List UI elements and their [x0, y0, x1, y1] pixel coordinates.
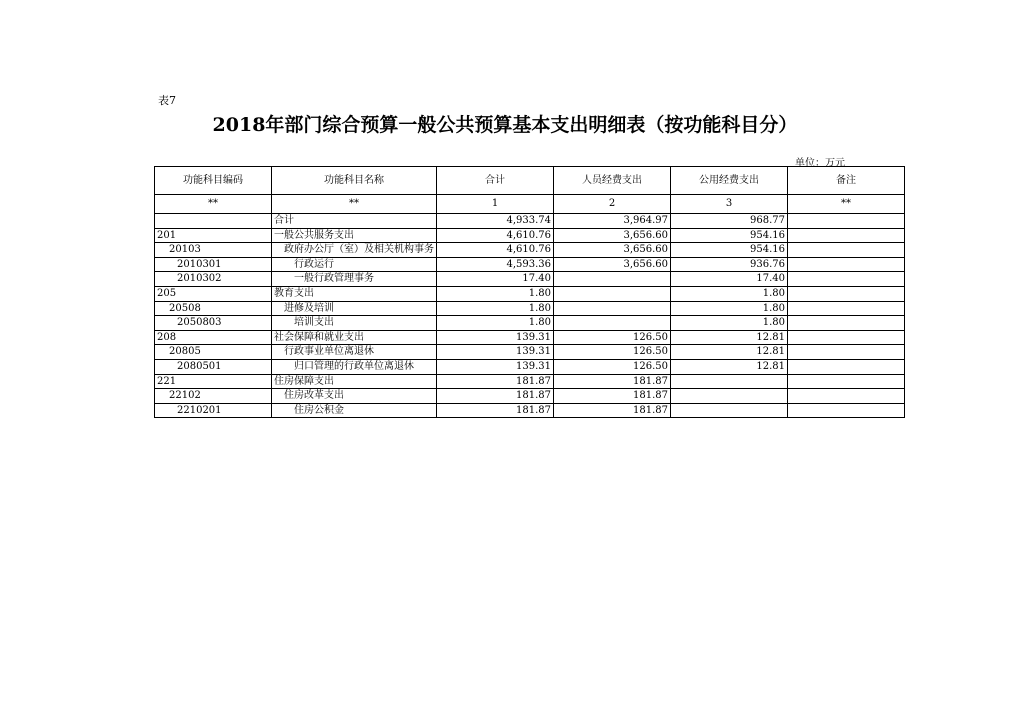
name-cell: 行政事业单位离退休	[272, 345, 437, 360]
total-cell: 181.87	[437, 374, 554, 389]
personnel-cell: 126.50	[554, 359, 671, 374]
personnel-cell	[554, 286, 671, 301]
note-cell	[788, 359, 905, 374]
index-cell: 1	[437, 195, 554, 214]
code-cell: 208	[155, 330, 272, 345]
index-cell: 2	[554, 195, 671, 214]
public-cell: 1.80	[671, 316, 788, 331]
note-cell	[788, 330, 905, 345]
code-cell: 2010301	[155, 257, 272, 272]
code-cell: 20508	[155, 301, 272, 316]
index-cell: **	[155, 195, 272, 214]
table-row	[155, 301, 905, 316]
personnel-cell: 3,656.60	[554, 257, 671, 272]
code-cell: 20805	[155, 345, 272, 360]
note-cell	[788, 316, 905, 331]
public-cell: 936.76	[671, 257, 788, 272]
budget-table	[154, 166, 905, 418]
code-cell: 201	[155, 228, 272, 243]
table-row	[155, 345, 905, 360]
total-cell: 17.40	[437, 272, 554, 287]
table-row	[155, 316, 905, 331]
public-cell: 12.81	[671, 359, 788, 374]
public-cell: 17.40	[671, 272, 788, 287]
note-cell	[788, 286, 905, 301]
header-row	[155, 167, 905, 195]
total-cell: 4,610.76	[437, 228, 554, 243]
table-row	[155, 374, 905, 389]
personnel-cell: 181.87	[554, 389, 671, 404]
total-cell: 4,593.36	[437, 257, 554, 272]
public-cell: 1.80	[671, 286, 788, 301]
note-cell	[788, 272, 905, 287]
note-cell	[788, 228, 905, 243]
total-cell: 1.80	[437, 286, 554, 301]
name-cell: 一般公共服务支出	[272, 228, 437, 243]
personnel-cell	[554, 272, 671, 287]
code-cell: 205	[155, 286, 272, 301]
public-cell	[671, 403, 788, 418]
total-cell: 181.87	[437, 403, 554, 418]
total-cell: 139.31	[437, 359, 554, 374]
note-cell	[788, 257, 905, 272]
total-cell: 181.87	[437, 389, 554, 404]
column-header-personnel: 人员经费支出	[554, 167, 671, 195]
column-header-name: 功能科目名称	[272, 167, 437, 195]
table-row	[155, 286, 905, 301]
code-cell: 22102	[155, 389, 272, 404]
index-row	[155, 195, 905, 214]
table-number-label: 表7	[158, 94, 176, 107]
code-cell: 2210201	[155, 403, 272, 418]
total-cell: 1.80	[437, 316, 554, 331]
name-cell: 教育支出	[272, 286, 437, 301]
table-body	[155, 214, 905, 418]
index-cell: 3	[671, 195, 788, 214]
index-cell: **	[788, 195, 905, 214]
public-cell: 12.81	[671, 330, 788, 345]
name-cell: 社会保障和就业支出	[272, 330, 437, 345]
column-header-public: 公用经费支出	[671, 167, 788, 195]
public-cell	[671, 374, 788, 389]
personnel-cell: 181.87	[554, 403, 671, 418]
note-cell	[788, 345, 905, 360]
code-cell: 221	[155, 374, 272, 389]
public-cell: 1.80	[671, 301, 788, 316]
code-cell: 2050803	[155, 316, 272, 331]
personnel-cell	[554, 301, 671, 316]
total-cell: 4,610.76	[437, 243, 554, 258]
code-cell: 20103	[155, 243, 272, 258]
table-row	[155, 389, 905, 404]
note-cell	[788, 403, 905, 418]
name-cell: 合计	[272, 214, 437, 229]
personnel-cell: 126.50	[554, 345, 671, 360]
note-cell	[788, 243, 905, 258]
name-cell: 进修及培训	[272, 301, 437, 316]
public-cell: 968.77	[671, 214, 788, 229]
public-cell: 954.16	[671, 228, 788, 243]
code-cell	[155, 214, 272, 229]
personnel-cell: 126.50	[554, 330, 671, 345]
table-row	[155, 228, 905, 243]
name-cell: 培训支出	[272, 316, 437, 331]
page-title: 2018年部门综合预算一般公共预算基本支出明细表（按功能科目分）	[212, 114, 798, 136]
personnel-cell: 3,656.60	[554, 243, 671, 258]
name-cell: 归口管理的行政单位离退休	[272, 359, 437, 374]
personnel-cell: 181.87	[554, 374, 671, 389]
table-row	[155, 214, 905, 229]
note-cell	[788, 301, 905, 316]
personnel-cell: 3,656.60	[554, 228, 671, 243]
table-row	[155, 359, 905, 374]
personnel-cell	[554, 316, 671, 331]
code-cell: 2010302	[155, 272, 272, 287]
table-row	[155, 272, 905, 287]
public-cell: 12.81	[671, 345, 788, 360]
total-cell: 139.31	[437, 345, 554, 360]
name-cell: 住房保障支出	[272, 374, 437, 389]
note-cell	[788, 374, 905, 389]
note-cell	[788, 389, 905, 404]
personnel-cell: 3,964.97	[554, 214, 671, 229]
name-cell: 行政运行	[272, 257, 437, 272]
name-cell: 一般行政管理事务	[272, 272, 437, 287]
total-cell: 139.31	[437, 330, 554, 345]
total-cell: 4,933.74	[437, 214, 554, 229]
table-row	[155, 403, 905, 418]
column-header-code: 功能科目编码	[155, 167, 272, 195]
total-cell: 1.80	[437, 301, 554, 316]
column-header-note: 备注	[788, 167, 905, 195]
unit-label: 单位：万元	[795, 158, 845, 169]
table-row	[155, 330, 905, 345]
code-cell: 2080501	[155, 359, 272, 374]
name-cell: 住房公积金	[272, 403, 437, 418]
table-row	[155, 243, 905, 258]
index-cell: **	[272, 195, 437, 214]
name-cell: 住房改革支出	[272, 389, 437, 404]
name-cell: 政府办公厅（室）及相关机构事务	[272, 243, 437, 258]
column-header-total: 合计	[437, 167, 554, 195]
note-cell	[788, 214, 905, 229]
public-cell: 954.16	[671, 243, 788, 258]
table-row	[155, 257, 905, 272]
public-cell	[671, 389, 788, 404]
